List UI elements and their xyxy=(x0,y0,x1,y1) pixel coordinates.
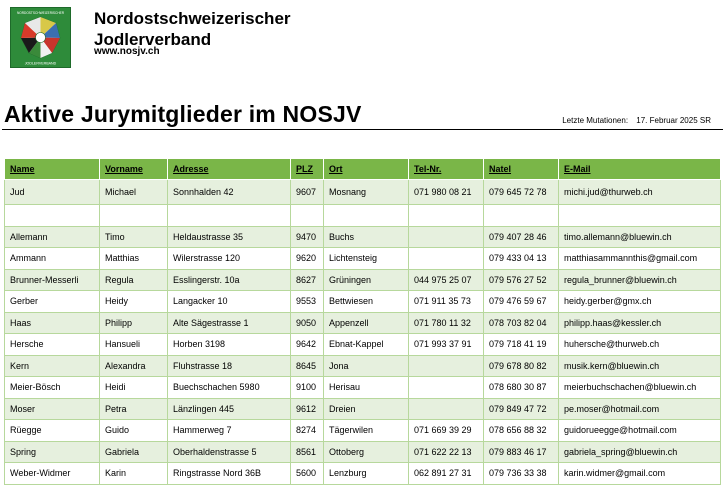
cell-plz: 9470 xyxy=(291,226,324,248)
cell-tel: 071 780 11 32 xyxy=(409,312,484,334)
cell-email[interactable]: gabriela_spring@bluewin.ch xyxy=(559,441,721,463)
cell-vorname: Regula xyxy=(100,269,168,291)
cell-ort: Tägerwilen xyxy=(324,420,409,442)
cell-natel: 079 645 72 78 xyxy=(484,180,559,205)
cell-name: Meier-Bösch xyxy=(5,377,100,399)
cell-vorname: Timo xyxy=(100,226,168,248)
cell-name: Moser xyxy=(5,398,100,420)
column-header-adresse: Adresse xyxy=(168,159,291,180)
logo-top-text: NORDOSTSCHWEIZERISCHER xyxy=(16,11,65,15)
cell-name: Jud xyxy=(5,180,100,205)
cell-name: Gerber xyxy=(5,291,100,313)
table-row xyxy=(5,205,721,227)
cell-email[interactable]: huhersche@thurweb.ch xyxy=(559,334,721,356)
cell-email[interactable]: heidy.gerber@gmx.ch xyxy=(559,291,721,313)
table-row xyxy=(5,441,721,463)
cell-name: Weber-Widmer xyxy=(5,463,100,485)
cell-name: Rüegge xyxy=(5,420,100,442)
mutation-date: 17. Februar 2025 SR xyxy=(636,116,711,125)
cell-natel: 078 656 88 32 xyxy=(484,420,559,442)
cell-email xyxy=(559,205,721,227)
cell-natel: 079 736 33 38 xyxy=(484,463,559,485)
title-divider xyxy=(2,129,723,130)
cell-vorname: Gabriela xyxy=(100,441,168,463)
cell-name: Kern xyxy=(5,355,100,377)
cell-tel: 071 993 37 91 xyxy=(409,334,484,356)
cell-adresse: Sonnhalden 42 xyxy=(168,180,291,205)
cell-tel: 071 980 08 21 xyxy=(409,180,484,205)
column-header-tel: Tel-Nr. xyxy=(409,159,484,180)
cell-adresse: Hammerweg 7 xyxy=(168,420,291,442)
cell-plz: 8627 xyxy=(291,269,324,291)
table-row xyxy=(5,291,721,313)
cell-plz: 9642 xyxy=(291,334,324,356)
cell-plz: 5600 xyxy=(291,463,324,485)
cell-ort xyxy=(324,205,409,227)
cell-email[interactable]: matthiasammannthis@gmail.com xyxy=(559,248,721,270)
organization-url[interactable]: www.nosjv.ch xyxy=(94,46,160,57)
cell-adresse xyxy=(168,205,291,227)
cell-tel xyxy=(409,205,484,227)
cell-ort: Buchs xyxy=(324,226,409,248)
cell-tel: 071 911 35 73 xyxy=(409,291,484,313)
last-mutation-info xyxy=(556,116,711,125)
cell-adresse: Buechschachen 5980 xyxy=(168,377,291,399)
cell-ort: Mosnang xyxy=(324,180,409,205)
cell-plz: 9553 xyxy=(291,291,324,313)
cell-name xyxy=(5,205,100,227)
cell-vorname: Heidy xyxy=(100,291,168,313)
table-row xyxy=(5,420,721,442)
cell-natel: 079 849 47 72 xyxy=(484,398,559,420)
organization-name-line2: Jodlerverband xyxy=(94,30,212,49)
cell-vorname: Philipp xyxy=(100,312,168,334)
cell-ort: Jona xyxy=(324,355,409,377)
cell-tel xyxy=(409,248,484,270)
table-header-row xyxy=(5,159,721,180)
table-row xyxy=(5,248,721,270)
cell-natel: 079 476 59 67 xyxy=(484,291,559,313)
cell-name: Allemann xyxy=(5,226,100,248)
cell-adresse: Fluhstrasse 18 xyxy=(168,355,291,377)
organization-name-line1: Nordostschweizerischer xyxy=(94,9,291,28)
cell-adresse: Länzlingen 445 xyxy=(168,398,291,420)
cell-tel xyxy=(409,398,484,420)
cell-plz: 9050 xyxy=(291,312,324,334)
cell-tel: 071 669 39 29 xyxy=(409,420,484,442)
cell-vorname: Hansueli xyxy=(100,334,168,356)
cell-ort: Ottoberg xyxy=(324,441,409,463)
organization-name xyxy=(94,8,291,50)
cell-email[interactable]: michi.jud@thurweb.ch xyxy=(559,180,721,205)
table-row xyxy=(5,334,721,356)
cell-plz xyxy=(291,205,324,227)
cell-ort: Herisau xyxy=(324,377,409,399)
column-header-plz: PLZ xyxy=(291,159,324,180)
cell-natel: 078 680 30 87 xyxy=(484,377,559,399)
cell-plz: 9620 xyxy=(291,248,324,270)
cell-name: Spring xyxy=(5,441,100,463)
cell-vorname: Alexandra xyxy=(100,355,168,377)
cell-natel: 079 576 27 52 xyxy=(484,269,559,291)
cell-tel: 044 975 25 07 xyxy=(409,269,484,291)
cell-natel: 079 718 41 19 xyxy=(484,334,559,356)
column-header-vorname: Vorname xyxy=(100,159,168,180)
cell-ort: Dreien xyxy=(324,398,409,420)
cell-plz: 9607 xyxy=(291,180,324,205)
cell-plz: 9100 xyxy=(291,377,324,399)
table-row xyxy=(5,226,721,248)
cell-tel: 071 622 22 13 xyxy=(409,441,484,463)
cell-vorname xyxy=(100,205,168,227)
cell-tel xyxy=(409,226,484,248)
cell-adresse: Wilerstrasse 120 xyxy=(168,248,291,270)
cell-ort: Lenzburg xyxy=(324,463,409,485)
cell-name: Brunner-Messerli xyxy=(5,269,100,291)
cell-adresse: Oberhaldenstrasse 5 xyxy=(168,441,291,463)
cell-vorname: Heidi xyxy=(100,377,168,399)
cell-vorname: Petra xyxy=(100,398,168,420)
cell-plz: 9612 xyxy=(291,398,324,420)
cell-vorname: Matthias xyxy=(100,248,168,270)
cell-tel xyxy=(409,355,484,377)
cell-ort: Appenzell xyxy=(324,312,409,334)
logo-bottom-text: JODLERVERBAND xyxy=(24,61,57,66)
table-row xyxy=(5,355,721,377)
table-row xyxy=(5,269,721,291)
cell-plz: 8561 xyxy=(291,441,324,463)
cell-email[interactable]: karin.widmer@gmail.com xyxy=(559,463,721,485)
cell-vorname: Michael xyxy=(100,180,168,205)
column-header-name: Name xyxy=(5,159,100,180)
cell-email[interactable]: philipp.haas@kessler.ch xyxy=(559,312,721,334)
column-header-ort: Ort xyxy=(324,159,409,180)
cell-vorname: Karin xyxy=(100,463,168,485)
cell-name: Ammann xyxy=(5,248,100,270)
page-title: Aktive Jurymitglieder im NOSJV xyxy=(4,101,362,127)
cell-natel xyxy=(484,205,559,227)
cell-adresse: Esslingerstr. 10a xyxy=(168,269,291,291)
nosjv-logo xyxy=(10,7,71,68)
jury-members-table xyxy=(4,158,721,485)
table-row xyxy=(5,180,721,205)
table-row xyxy=(5,312,721,334)
logo-emblem-icon xyxy=(11,8,70,67)
cell-vorname: Guido xyxy=(100,420,168,442)
table-body xyxy=(5,180,721,485)
cell-adresse: Horben 3198 xyxy=(168,334,291,356)
mutation-label: Letzte Mutationen: xyxy=(562,116,629,125)
cell-plz: 8274 xyxy=(291,420,324,442)
cell-ort: Grüningen xyxy=(324,269,409,291)
cell-ort: Lichtensteig xyxy=(324,248,409,270)
cell-email[interactable]: meierbuchschachen@bluewin.ch xyxy=(559,377,721,399)
cell-natel: 078 703 82 04 xyxy=(484,312,559,334)
column-header-natel: Natel xyxy=(484,159,559,180)
cell-email[interactable]: regula_brunner@bluewin.ch xyxy=(559,269,721,291)
cell-natel: 079 433 04 13 xyxy=(484,248,559,270)
table-row xyxy=(5,398,721,420)
cell-email[interactable]: timo.allemann@bluewin.ch xyxy=(559,226,721,248)
column-header-email: E-Mail xyxy=(559,159,721,180)
cell-plz: 8645 xyxy=(291,355,324,377)
cell-natel: 079 407 28 46 xyxy=(484,226,559,248)
cell-adresse: Alte Sägestrasse 1 xyxy=(168,312,291,334)
cell-ort: Ebnat-Kappel xyxy=(324,334,409,356)
cell-ort: Bettwiesen xyxy=(324,291,409,313)
table-row xyxy=(5,463,721,485)
table-row xyxy=(5,377,721,399)
cell-tel xyxy=(409,377,484,399)
cell-natel: 079 678 80 82 xyxy=(484,355,559,377)
cell-email[interactable]: pe.moser@hotmail.com xyxy=(559,398,721,420)
cell-tel: 062 891 27 31 xyxy=(409,463,484,485)
cell-adresse: Ringstrasse Nord 36B xyxy=(168,463,291,485)
cell-natel: 079 883 46 17 xyxy=(484,441,559,463)
cell-email[interactable]: musik.kern@bluewin.ch xyxy=(559,355,721,377)
cell-name: Haas xyxy=(5,312,100,334)
cell-name: Hersche xyxy=(5,334,100,356)
cell-email[interactable]: guidorueegge@hotmail.com xyxy=(559,420,721,442)
cell-adresse: Langacker 10 xyxy=(168,291,291,313)
cell-adresse: Heldaustrasse 35 xyxy=(168,226,291,248)
